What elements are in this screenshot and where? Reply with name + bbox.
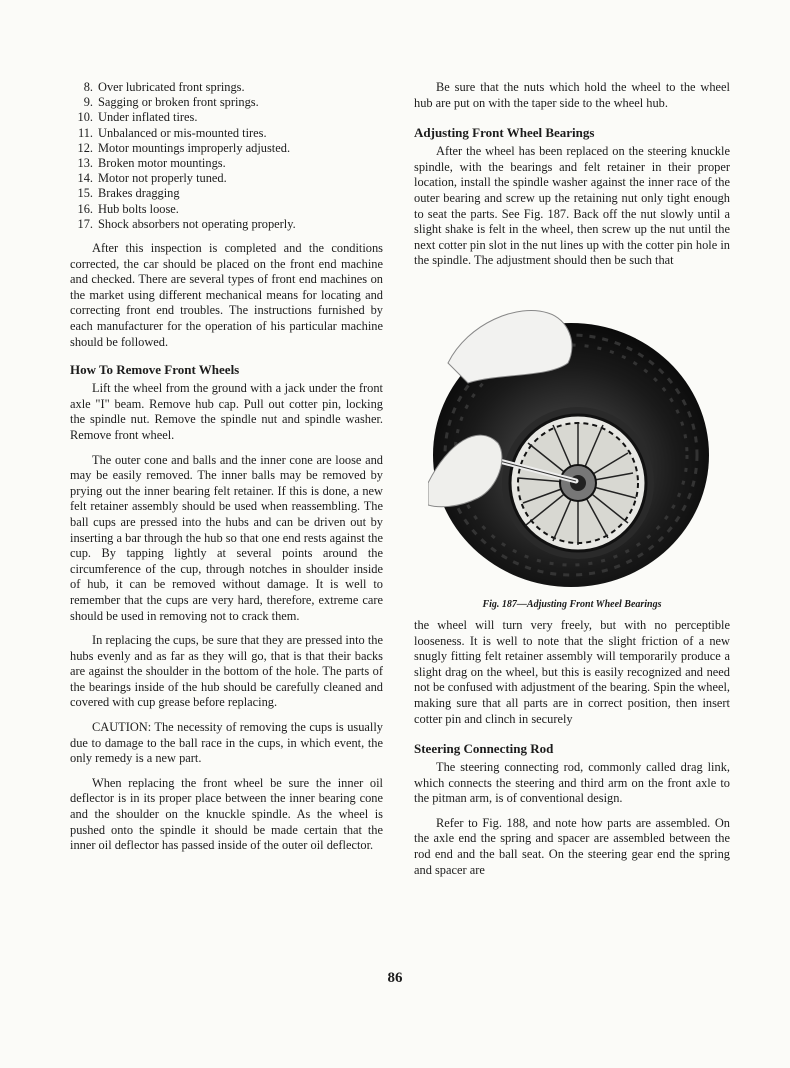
list-item: 14. Motor not properly tuned.: [77, 171, 227, 186]
wheel-photo: [428, 283, 710, 593]
heading-adjusting-bearings: Adjusting Front Wheel Bearings: [414, 125, 595, 141]
paragraph-inspection: After this inspection is completed and the conditions corrected, the car should be placed on the front end machine and checked. There are several types of front end machines on the market using different mechanical means for locating and correcting front end troubles. The instructions furnished by each manufacturer for the operation of his particular machine should be followed.: [70, 241, 383, 349]
paragraph-replacing-wheel: When replacing the front wheel be sure the inner oil deflector is in its proper place between the inner bearing cone and the shoulder on the knuckle spindle. As the wheel is pushed onto the spindle it should be made certain that the inner oil deflector has passed inside of the outer oil deflector.: [70, 775, 383, 853]
paragraph-remove-1: Lift the wheel from the ground with a jack under the front axle "I" beam. Remove hub cap. Pull out cotter pin, locking the spindle nut. Remove the spindle nut and spindle washer. Remove front wheel.: [70, 381, 383, 442]
list-item: 16. Hub bolts loose.: [77, 201, 179, 216]
list-item: 10. Under inflated tires.: [77, 110, 198, 125]
right-column: [414, 80, 730, 887]
paragraph-remove-2: The outer cone and balls and the inner cone are loose and may be easily removed. The inner balls may be removed by prying out the inner bearing felt retainer. If this is done, a new felt retainer assembly should be used when reassembling. The ball cups are pressed into the hubs and can be driven out by inserting a bar through the hub so that one end rests against the cup. By tapping lightly at several points around the circumference of the cup, through notches in shoulder inside of hub, it can be removed without damage. It is well to remember that the cups are very hard, therefore, extreme care should be used in removing not to crack them.: [70, 452, 383, 623]
list-item: 11. Unbalanced or mis-mounted tires.: [77, 125, 267, 140]
list-item: 13. Broken motor mountings.: [77, 156, 226, 171]
list-item: 9. Sagging or broken front springs.: [83, 95, 259, 110]
paragraph-steering: The steering connecting rod, commonly called drag link, which connects the steering and third arm on the front axle to the pitman arm, is of conventional design.: [414, 760, 730, 806]
page-number: 86: [387, 970, 403, 986]
cause-list: [70, 80, 383, 232]
paragraph-wheel-nuts: Be sure that the nuts which hold the wheel to the wheel hub are put on with the taper side to the wheel hub.: [414, 80, 730, 110]
paragraph-remove-3: In replacing the cups, be sure that they are pressed into the hubs evenly and as far as they will go, that is that their backs are against the shoulder in the bottom of the hole. The parts of the bearings inside of the hub should be carefully cleaned and covered with cup grease before replacing.: [70, 633, 383, 710]
list-item: 17. Shock absorbers not operating properly.: [77, 216, 296, 231]
figure-caption: Fig. 187—Adjusting Front Wheel Bearings: [482, 598, 662, 610]
list-item: 8. Over lubricated front springs.: [83, 80, 245, 94]
left-column: [70, 80, 383, 863]
heading-remove-front-wheels: How To Remove Front Wheels: [70, 362, 240, 378]
paragraph-refer-fig-188: Refer to Fig. 188, and note how parts are assembled. On the axle end the spring and spacer are assembled between the rod end and the ball seat. On the steering gear end the spring and spacer are: [414, 815, 730, 877]
paragraph-adjusting: After the wheel has been replaced on the steering knuckle spindle, with the bearings and felt retainer in their proper location, install the spindle washer against the inner race of the outer bearing and screw up the retaining nut only tight enough to seat the parts. See Fig. 187. Back off the nut slowly until a slight shake is felt in the wheel, then screw up the nut until the next cotter pin slot in the nut lines up with the cotter pin hole in the spindle. The adjustment should then be such that: [414, 144, 730, 268]
list-item: 15. Brakes dragging: [77, 186, 180, 201]
list-item: 12. Motor mountings improperly adjusted.: [77, 140, 291, 155]
paragraph-caution: CAUTION: The necessity of removing the cups is usually due to damage to the ball race in the cups, in which event, the only remedy is a new part.: [70, 720, 383, 766]
heading-steering-rod: Steering Connecting Rod: [414, 741, 554, 757]
paragraph-continued: the wheel will turn very freely, but with no perceptible looseness. It is well to note that the slight friction of a new snugly fitting felt retainer assembly will temporarily produce a slight drag on the wheel, but this is easily recognized and need not be confused with adjustment of the bearing. Spin the wheel, making sure that all parts are in correct position, then insert cotter pin and clinch in securely: [414, 617, 730, 726]
figure-187: [414, 283, 730, 610]
